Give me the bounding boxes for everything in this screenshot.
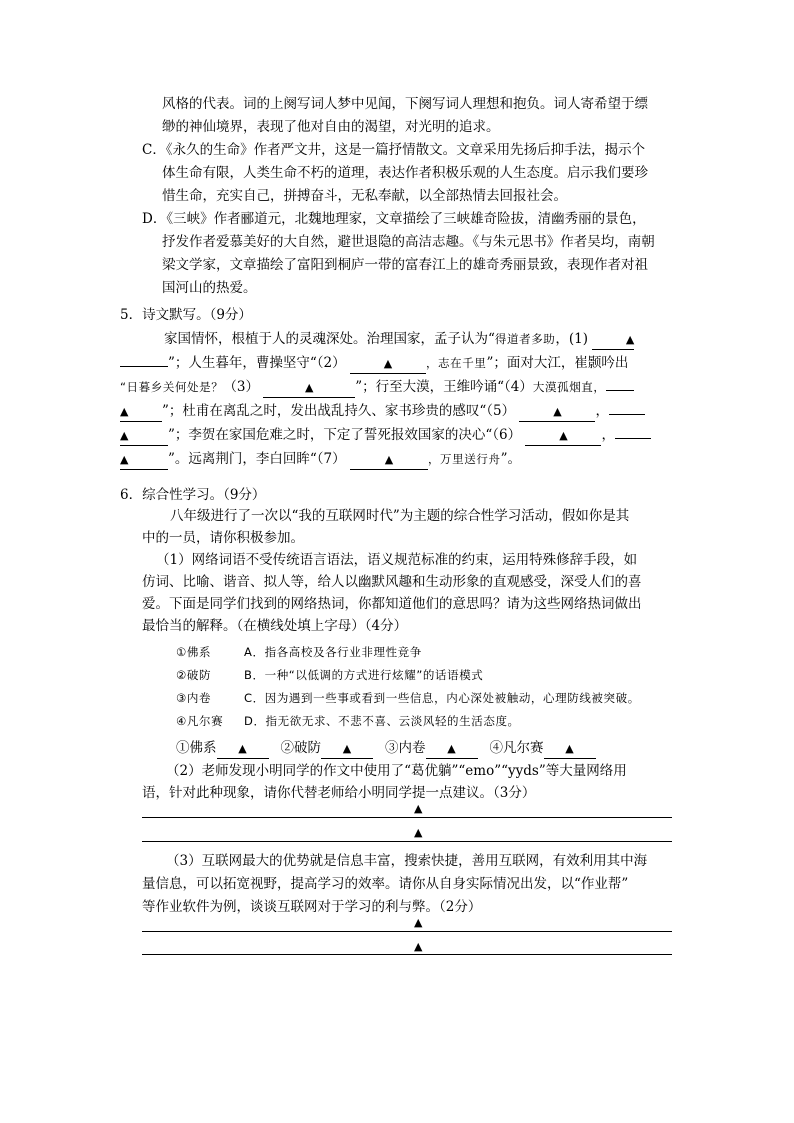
q6-part3-1: （3）互联网最大的优势就是信息丰富，搜索快捷，善用互联网，有效利用其中海 — [166, 853, 648, 869]
q6-part1-1: （1）网络词语不受传统语言语法，语义规范标准的约束，运用特殊修辞手段，如 — [156, 552, 638, 568]
answer-mark: ▲ — [414, 826, 423, 839]
q6-part2-2: 语，针对此种现象，请你代替老师给小明同学提一点建议。（3分） — [142, 785, 536, 801]
q6-part1-3: 爱。下面是同学们找到的网络热词，你都知道他们的意思吗？请为这些网络热词做出 — [142, 596, 642, 612]
q5-line-2: ”；人生暮年，曹操坚守“（2） ▲ ，志在千里”；面对大江，崔颢吟出 — [120, 352, 628, 374]
answer-line[interactable] — [142, 931, 672, 932]
q4-option-d-2: 抒发作者爱慕美好的大自然，避世退隐的高洁志趣。《与朱元思书》作者吴均，南朝 — [162, 234, 655, 250]
q5-line-4: ▲ ”；杜甫在离乱之时，发出战乱持久、家书珍贵的感叹“（5） ▲ ， — [120, 400, 645, 422]
q5-blank-2[interactable]: ▲ — [350, 354, 426, 374]
q6-answer-row: ①佛系 ▲ ②破防 ▲ ③内卷 ▲ ④凡尔赛 ▲ — [176, 737, 596, 759]
answer-mark: ▲ — [414, 802, 423, 815]
q5-line-5: ▲ ”；李贺在家国危难之时，下定了誓死报效国家的决心“（6） ▲ ， — [120, 424, 651, 446]
q6-intro-1: 八年级进行了一次以“我的互联网时代”为主题的综合性学习活动，假如你是其 — [170, 508, 630, 524]
q6-part1-2: 仿词、比喻、谐音、拟人等，给人以幽默风趣和生动形象的直观感受，深受人们的喜 — [142, 574, 642, 590]
q5-blank-6a[interactable]: ▲ — [525, 426, 601, 446]
q4-option-c-1: C．《永久的生命》作者严文井，这是一篇抒情散文。文章采用先扬后抑手法，揭示个 — [142, 142, 646, 158]
answer-blank-1[interactable]: ▲ — [217, 739, 269, 759]
q5-line-6: ▲ ”。远离荆门，李白回眸“（7） ▲ ，万里送行舟”。 — [120, 448, 521, 470]
q5-blank-6b[interactable] — [615, 438, 651, 439]
q4-option-d-1: D．《三峡》作者郦道元，北魏地理家，文章描绘了三峡雄奇险拔，清幽秀丽的景色， — [142, 211, 646, 227]
q5-blank-7[interactable]: ▲ — [350, 450, 428, 470]
answer-line[interactable] — [142, 954, 672, 955]
q4-option-d-4: 国河山的热爱。 — [162, 280, 257, 296]
answer-blank-3[interactable]: ▲ — [426, 739, 478, 759]
q5-blank-6b-cont[interactable]: ▲ — [120, 450, 168, 470]
answer-line[interactable] — [142, 841, 672, 842]
answer-mark: ▲ — [414, 940, 423, 953]
q5-blank-3[interactable]: ▲ — [263, 378, 355, 398]
q6-part3-3: 等作业软件为例，谈谈互联网对于学习的利与弊。（2分） — [142, 899, 482, 915]
q6-option-row-3: ③内卷 C．因为遇到一些事或看到一些信息，内心深处被触动，心理防线被突破。 — [176, 691, 640, 705]
q5-blank-1[interactable]: ▲ — [592, 330, 634, 350]
answer-blank-4[interactable]: ▲ — [544, 739, 596, 759]
q5-blank-5b[interactable] — [609, 414, 645, 415]
answer-blank-2[interactable]: ▲ — [321, 739, 373, 759]
q5-blank-4[interactable] — [606, 390, 634, 391]
q6-part1-4: 最恰当的解释。（在横线处填上字母）（4分） — [142, 618, 408, 634]
q6-heading: 6．综合性学习。（9分） — [120, 487, 266, 503]
q5-blank-5b-cont[interactable]: ▲ — [120, 426, 168, 446]
q6-intro-2: 中的一员，请你积极参加。 — [142, 530, 304, 546]
q5-blank-1-cont[interactable] — [120, 366, 168, 367]
q5-blank-4-cont[interactable]: ▲ — [120, 402, 162, 422]
q5-blank-5a[interactable]: ▲ — [519, 402, 595, 422]
q5-heading: 5．诗文默写。（9分） — [120, 307, 252, 323]
q4-option-c-2: 体生命有限，人类生命不朽的道理，表达作者积极乐观的人生态度。启示我们要珍 — [162, 165, 648, 181]
q6-part2-1: （2）老师发现小明同学的作文中使用了“葛优躺”“emo”“yyds”等大量网络用 — [166, 763, 627, 779]
q6-option-row-1: ①佛系 A．指各高校及各行业非理性竞争 — [176, 645, 422, 659]
q5-line-1: 家国情怀，根植于人的灵魂深处。治理国家，孟子认为“得道者多助，(1) ▲ — [164, 328, 634, 350]
q4-option-d-3: 梁文学家，文章描绘了富阳到桐庐一带的富春江上的雄奇秀丽景致，表现作者对祖 — [162, 257, 648, 273]
q6-option-row-2: ②破防 B．一种“以低调的方式进行炫耀”的话语模式 — [176, 668, 484, 682]
q4-option-c-3: 惜生命，充实自己，拼搏奋斗，无私奉献，以全部热情去回报社会。 — [162, 188, 567, 204]
answer-mark: ▲ — [414, 916, 423, 929]
q6-part3-2: 量信息，可以拓宽视野，提高学习的效率。请你从自身实际情况出发，以“作业帮” — [142, 876, 629, 892]
q4-b-cont-1: 风格的代表。词的上阕写词人梦中见闻，下阕写词人理想和抱负。词人寄希望于缥 — [162, 96, 648, 112]
q6-option-row-4: ④凡尔赛 D．指无欲无求、不悲不喜、云淡风轻的生活态度。 — [176, 714, 520, 728]
q5-line-3: “日暮乡关何处是？（3） ▲ ”；行至大漠，王维吟诵“（4）大漠孤烟直， — [120, 376, 634, 398]
answer-line[interactable] — [142, 817, 672, 818]
q4-b-cont-2: 缈的神仙境界，表现了他对自由的渴望，对光明的追求。 — [162, 119, 500, 135]
